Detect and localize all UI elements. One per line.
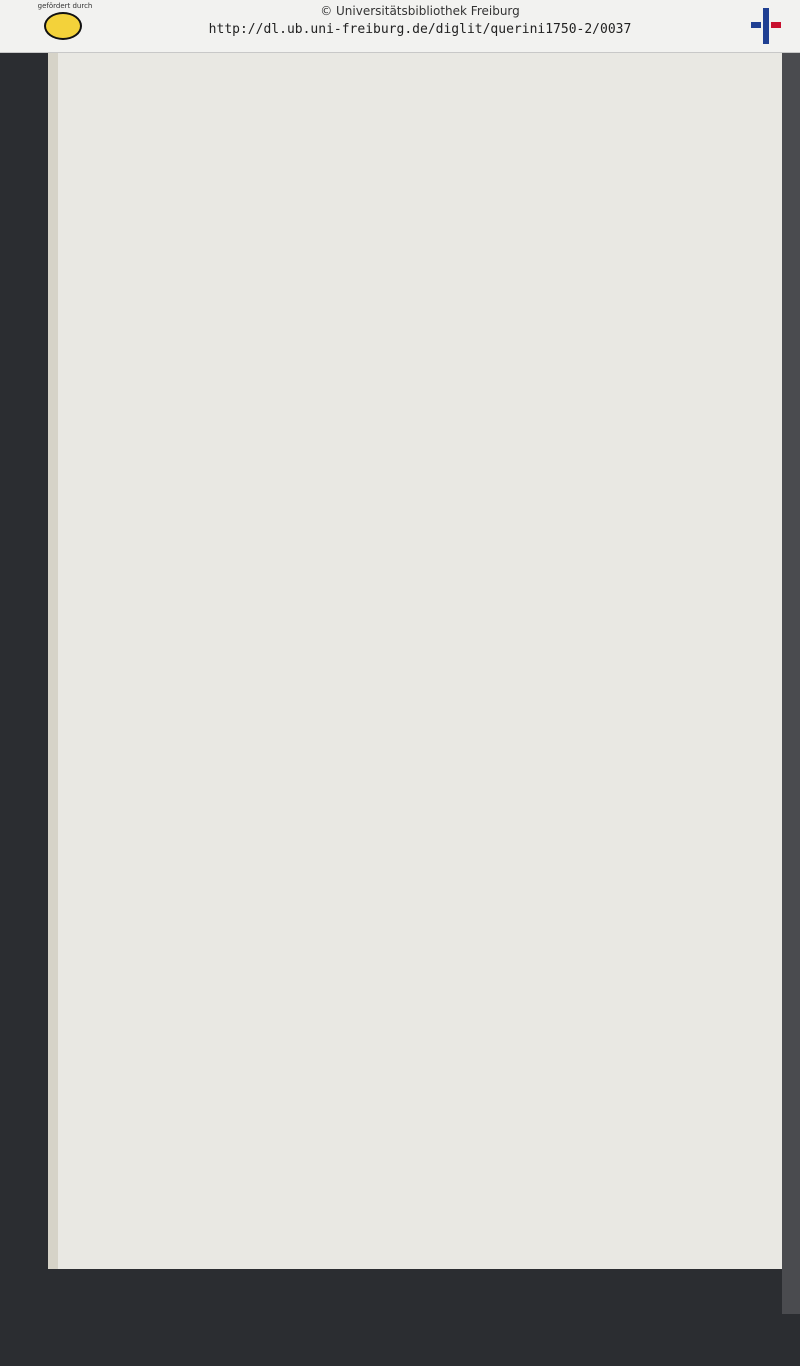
book-page: [48, 39, 782, 1269]
scanner-background: [782, 0, 800, 1314]
viewer-header: [0, 0, 800, 53]
sponsor-text: [35, 2, 95, 10]
sponsor-label: gefördert durch: [37, 2, 93, 10]
baden-wuerttemberg-emblem-icon: [44, 12, 82, 40]
copyright-notice: © Universitätsbibliothek Freiburg: [320, 4, 520, 18]
page-url-link[interactable]: http://dl.ub.uni-freiburg.de/diglit/querini1750-2/0037: [208, 22, 632, 37]
ub-freiburg-logo-icon[interactable]: [746, 8, 786, 44]
